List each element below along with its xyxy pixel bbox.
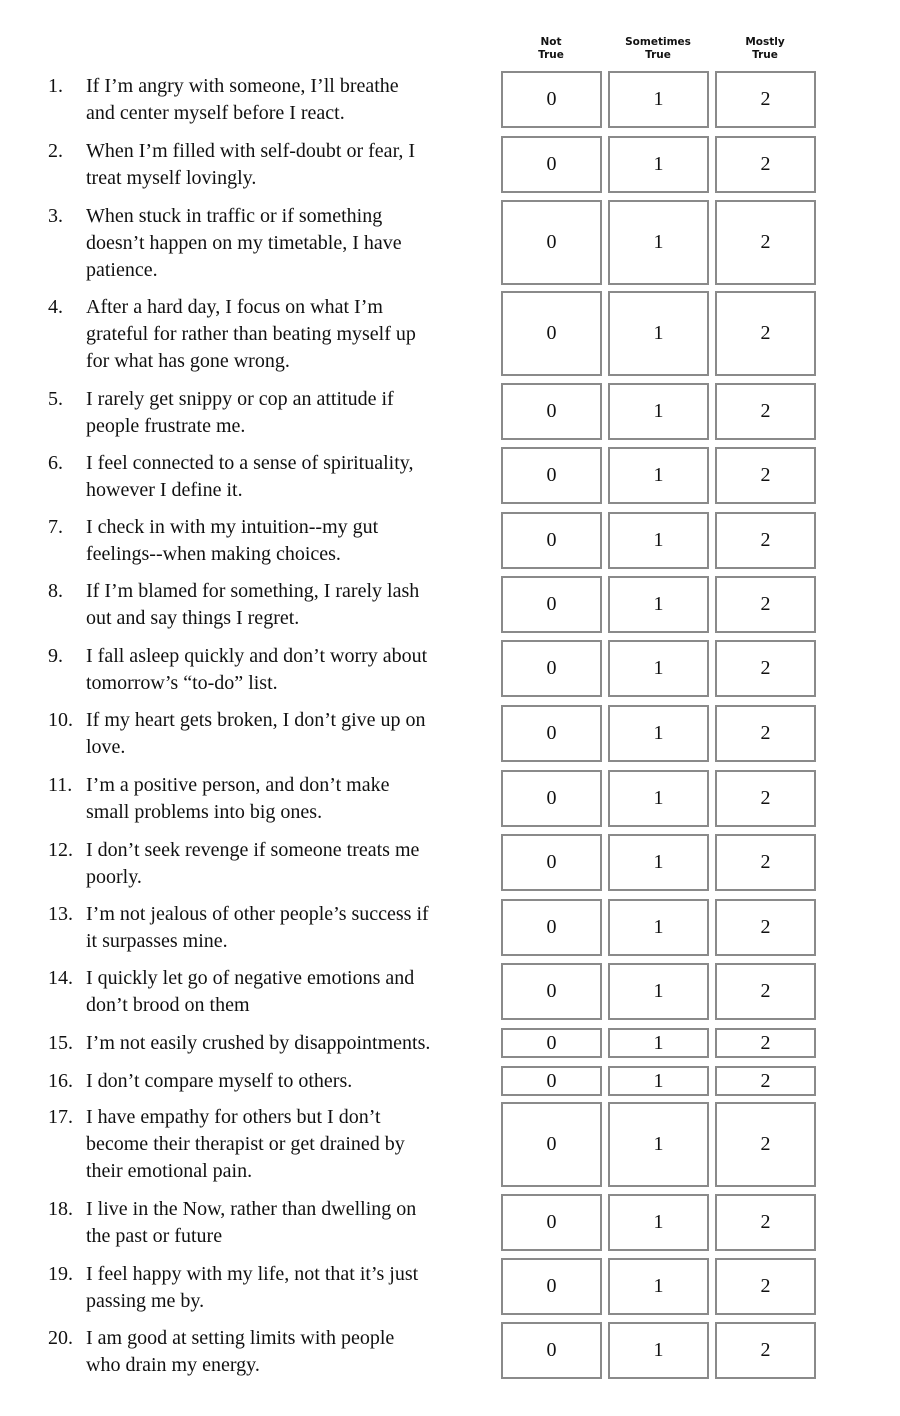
question-text: I fall asleep quickly and don’t worry about tomorrow’s “to-do” list. — [86, 645, 428, 694]
answer-box-not-true[interactable]: 0 — [501, 1066, 602, 1096]
question-text: I have empathy for others but I don’t become their therapist or get drained by their emotional pain. — [86, 1106, 405, 1182]
question-number: 8. — [48, 580, 63, 602]
question-number: 17. — [48, 1106, 73, 1128]
answer-box-sometimes-true[interactable]: 1 — [608, 834, 709, 891]
question-text: I am good at setting limits with people who drain my energy. — [86, 1327, 395, 1376]
question-number: 2. — [48, 140, 63, 162]
header-line: Mostly — [745, 36, 785, 48]
column-header-mostly-true — [715, 36, 815, 62]
answer-box-mostly-true[interactable]: 2 — [715, 447, 816, 504]
answer-box-sometimes-true[interactable]: 1 — [608, 705, 709, 762]
answer-box-not-true[interactable]: 0 — [501, 71, 602, 128]
question-number: 20. — [48, 1327, 73, 1349]
answer-box-mostly-true[interactable]: 2 — [715, 640, 816, 697]
question-number: 3. — [48, 205, 63, 227]
header-line: True — [752, 49, 778, 61]
answer-box-mostly-true[interactable]: 2 — [715, 136, 816, 193]
answer-box-mostly-true[interactable]: 2 — [715, 834, 816, 891]
answer-box-sometimes-true[interactable]: 1 — [608, 963, 709, 1020]
answer-box-sometimes-true[interactable]: 1 — [608, 447, 709, 504]
question-number: 6. — [48, 452, 63, 474]
answer-box-sometimes-true[interactable]: 1 — [608, 899, 709, 956]
answer-box-mostly-true[interactable]: 2 — [715, 1322, 816, 1379]
question-number: 16. — [48, 1070, 73, 1092]
question-number: 19. — [48, 1263, 73, 1285]
answer-box-not-true[interactable]: 0 — [501, 770, 602, 827]
answer-box-mostly-true[interactable]: 2 — [715, 963, 816, 1020]
answer-box-mostly-true[interactable]: 2 — [715, 1066, 816, 1096]
answer-box-mostly-true[interactable]: 2 — [715, 200, 816, 285]
question-text: I feel connected to a sense of spirituality, however I define it. — [86, 452, 414, 501]
question-number: 5. — [48, 388, 63, 410]
question-number: 9. — [48, 645, 63, 667]
header-line: Sometimes — [625, 36, 691, 48]
answer-box-not-true[interactable]: 0 — [501, 291, 602, 376]
answer-box-not-true[interactable]: 0 — [501, 447, 602, 504]
question-text: When I’m filled with self-doubt or fear, I treat myself lovingly. — [86, 140, 416, 189]
answer-box-sometimes-true[interactable]: 1 — [608, 291, 709, 376]
question-number: 13. — [48, 903, 73, 925]
question-text: When stuck in traffic or if something doesn’t happen on my timetable, I have patience. — [86, 205, 402, 281]
question-text: I feel happy with my life, not that it’s just passing me by. — [86, 1263, 419, 1312]
question-text: I rarely get snippy or cop an attitude if people frustrate me. — [86, 388, 394, 437]
answer-box-not-true[interactable]: 0 — [501, 899, 602, 956]
answer-box-sometimes-true[interactable]: 1 — [608, 200, 709, 285]
header-line: True — [645, 49, 671, 61]
answer-box-not-true[interactable]: 0 — [501, 834, 602, 891]
answer-box-mostly-true[interactable]: 2 — [715, 770, 816, 827]
answer-box-sometimes-true[interactable]: 1 — [608, 1322, 709, 1379]
header-line: True — [538, 49, 564, 61]
column-header-not-true — [501, 36, 601, 62]
answer-box-not-true[interactable]: 0 — [501, 1322, 602, 1379]
answer-box-not-true[interactable]: 0 — [501, 136, 602, 193]
answer-box-sometimes-true[interactable]: 1 — [608, 512, 709, 569]
answer-box-mostly-true[interactable]: 2 — [715, 71, 816, 128]
answer-box-sometimes-true[interactable]: 1 — [608, 640, 709, 697]
question-number: 12. — [48, 839, 73, 861]
question-text: I quickly let go of negative emotions and don’t brood on them — [86, 967, 415, 1016]
answer-box-sometimes-true[interactable]: 1 — [608, 1028, 709, 1058]
question-text: I live in the Now, rather than dwelling on the past or future — [86, 1198, 417, 1247]
answer-box-mostly-true[interactable]: 2 — [715, 899, 816, 956]
answer-box-sometimes-true[interactable]: 1 — [608, 576, 709, 633]
answer-box-not-true[interactable]: 0 — [501, 640, 602, 697]
question-number: 14. — [48, 967, 73, 989]
answer-box-sometimes-true[interactable]: 1 — [608, 383, 709, 440]
header-line: Not — [540, 36, 562, 48]
question-text: If I’m blamed for something, I rarely lash out and say things I regret. — [86, 580, 420, 629]
answer-box-mostly-true[interactable]: 2 — [715, 1258, 816, 1315]
answer-box-not-true[interactable]: 0 — [501, 1194, 602, 1251]
answer-box-not-true[interactable]: 0 — [501, 576, 602, 633]
answer-box-mostly-true[interactable]: 2 — [715, 705, 816, 762]
answer-box-not-true[interactable]: 0 — [501, 705, 602, 762]
question-number: 1. — [48, 75, 63, 97]
answer-box-sometimes-true[interactable]: 1 — [608, 1066, 709, 1096]
question-number: 11. — [48, 774, 73, 796]
answer-box-not-true[interactable]: 0 — [501, 1028, 602, 1058]
question-text: I don’t compare myself to others. — [86, 1070, 353, 1092]
answer-box-mostly-true[interactable]: 2 — [715, 1194, 816, 1251]
column-header-sometimes-true — [608, 36, 708, 62]
answer-box-not-true[interactable]: 0 — [501, 1258, 602, 1315]
answer-box-not-true[interactable]: 0 — [501, 512, 602, 569]
question-text: I’m not easily crushed by disappointments. — [86, 1032, 431, 1054]
question-number: 18. — [48, 1198, 73, 1220]
question-text: I’m not jealous of other people’s success if it surpasses mine. — [86, 903, 429, 952]
answer-box-mostly-true[interactable]: 2 — [715, 1102, 816, 1187]
question-text: I don’t seek revenge if someone treats me poorly. — [86, 839, 420, 888]
question-text: I check in with my intuition--my gut feelings--when making choices. — [86, 516, 379, 565]
answer-box-not-true[interactable]: 0 — [501, 383, 602, 440]
question-number: 4. — [48, 296, 63, 318]
answer-box-sometimes-true[interactable]: 1 — [608, 1102, 709, 1187]
answer-box-sometimes-true[interactable]: 1 — [608, 136, 709, 193]
question-number: 15. — [48, 1032, 73, 1054]
answer-box-sometimes-true[interactable]: 1 — [608, 1194, 709, 1251]
answer-box-not-true[interactable]: 0 — [501, 963, 602, 1020]
answer-box-mostly-true[interactable]: 2 — [715, 512, 816, 569]
answer-box-sometimes-true[interactable]: 1 — [608, 1258, 709, 1315]
answer-box-mostly-true[interactable]: 2 — [715, 291, 816, 376]
answer-box-not-true[interactable]: 0 — [501, 1102, 602, 1187]
question-text: If my heart gets broken, I don’t give up on love. — [86, 709, 426, 758]
answer-box-not-true[interactable]: 0 — [501, 200, 602, 285]
question-number: 7. — [48, 516, 63, 538]
answer-box-mostly-true[interactable]: 2 — [715, 1028, 816, 1058]
question-number: 10. — [48, 709, 73, 731]
question-text: If I’m angry with someone, I’ll breathe and center myself before I react. — [86, 75, 399, 124]
answer-box-sometimes-true[interactable]: 1 — [608, 770, 709, 827]
answer-box-sometimes-true[interactable]: 1 — [608, 71, 709, 128]
answer-box-mostly-true[interactable]: 2 — [715, 576, 816, 633]
question-text: After a hard day, I focus on what I’m grateful for rather than beating myself up for what has gone wrong. — [86, 296, 416, 372]
question-text: I’m a positive person, and don’t make small problems into big ones. — [86, 774, 390, 823]
answer-box-mostly-true[interactable]: 2 — [715, 383, 816, 440]
